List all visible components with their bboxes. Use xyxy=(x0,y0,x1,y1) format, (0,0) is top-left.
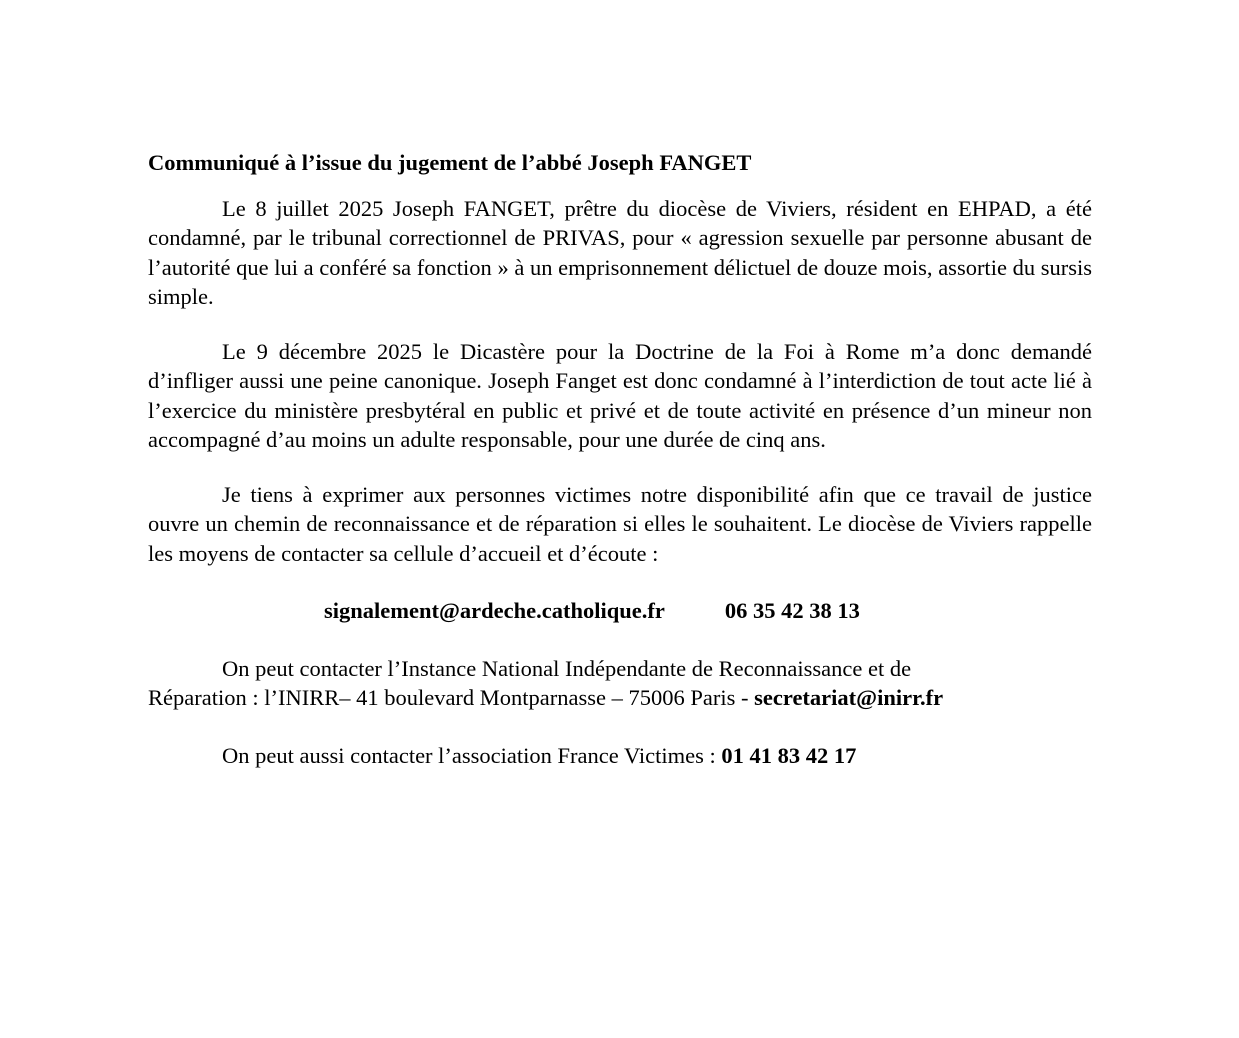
inirr-email[interactable]: secretariat@inirr.fr xyxy=(754,685,944,710)
cellule-contact-line xyxy=(148,596,1092,626)
france-victimes-line xyxy=(148,741,1092,771)
france-victimes-text: On peut aussi contacter l’association France Victimes : xyxy=(222,742,722,768)
paragraph-judgement: Le 8 juillet 2025 Joseph FANGET, prêtre du diocèse de Viviers, résident en EHPAD, a été condamné, par le tribunal correctionnel de PRIVAS, pour « agression sexuelle par personne abusant de l’autorité que lui a conféré sa fonction » à un emprisonnement délictuel de douze mois, assortie du sursis simple. xyxy=(148,195,1092,309)
cellule-phone[interactable]: 06 35 42 38 13 xyxy=(724,598,860,623)
france-victimes-contact xyxy=(148,741,1092,771)
inirr-contact xyxy=(148,654,1092,713)
document-page xyxy=(148,148,1092,798)
cellule-email[interactable]: signalement@ardeche.catholique.fr xyxy=(324,598,665,623)
document-title: Communiqué à l’issue du jugement de l’abbé Joseph FANGET xyxy=(148,150,752,175)
inirr-line-1: On peut contacter l’Instance National Indépendante de Reconnaissance et de xyxy=(222,655,912,681)
france-victimes-phone[interactable]: 01 41 83 42 17 xyxy=(721,742,857,768)
inirr-line-2 xyxy=(148,683,1092,713)
paragraph-victims-support: Je tiens à exprimer aux personnes victimes notre disponibilité afin que ce travail de justice ouvre un chemin de reconnaissance et de réparation si elles le souhaitent. Le diocèse de Viviers rappelle les moyens de contacter sa cellule d’accueil et d’écoute : xyxy=(148,481,1092,566)
inirr-address: Réparation : l’INIRR– 41 boulevard Montparnasse – 75006 Paris - xyxy=(148,685,755,710)
paragraph-canonical-penalty: Le 9 décembre 2025 le Dicastère pour la Doctrine de la Foi à Rome m’a donc demandé d’infliger aussi une peine canonique. Joseph Fanget est donc condamné à l’interdiction de tout acte lié à l’exercice du ministère presbytéral en public et privé et de toute activité en présence d’un mineur non accompagné d’au moins un adulte responsable, pour une durée de cinq ans. xyxy=(148,338,1092,452)
